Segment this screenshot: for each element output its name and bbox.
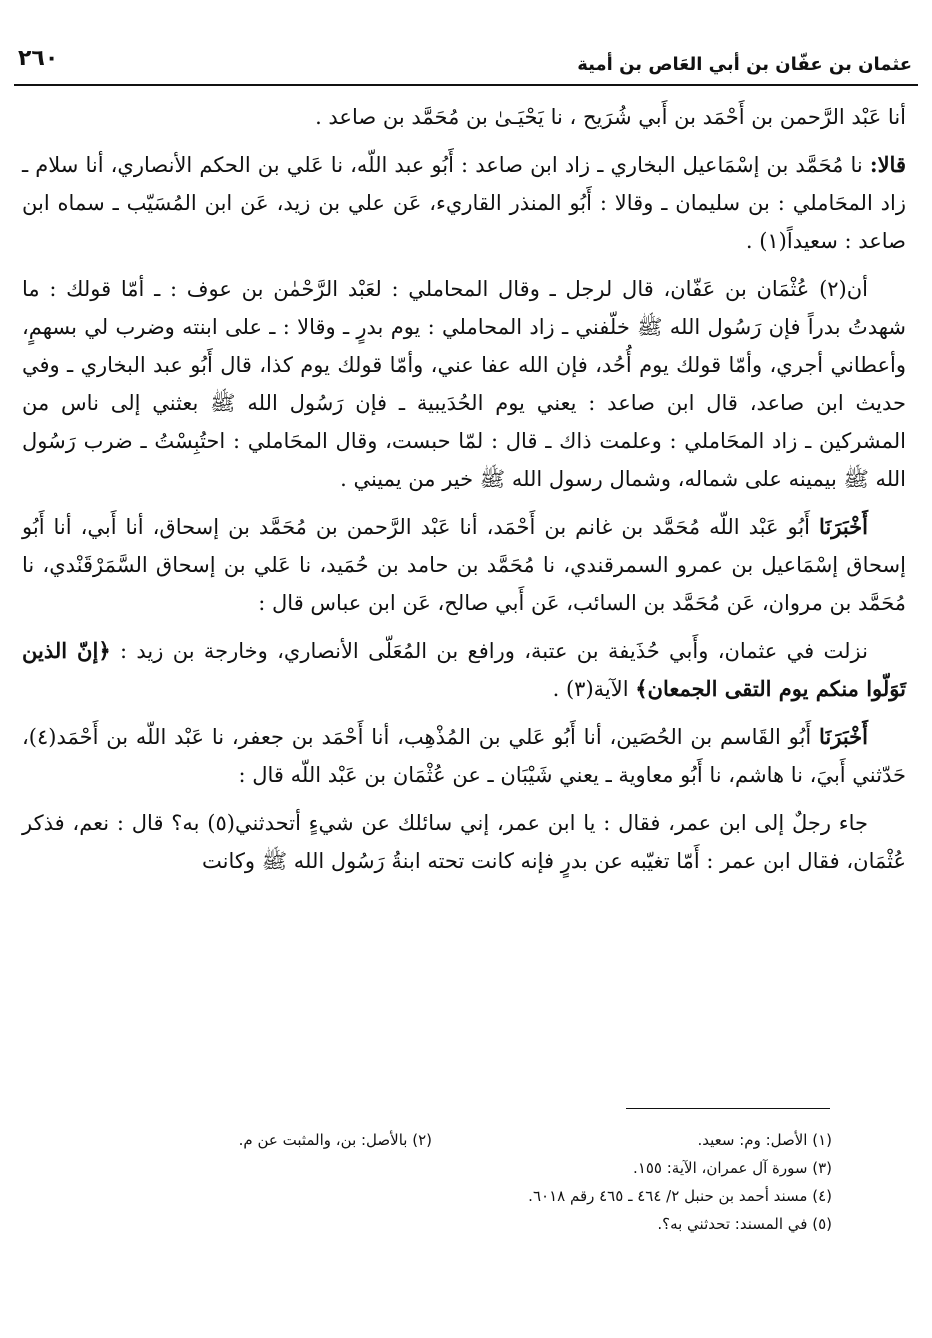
footnotes [60, 1126, 832, 1238]
paragraph-1 [22, 98, 906, 136]
footnote-5: (٥) في المسند: تحدثني به؟. [657, 1215, 832, 1233]
footnote-3: (٣) سورة آل عمران، الآية: ١٥٥. [633, 1159, 832, 1177]
running-title: عثمان بن عفّان بن أبي العَاص بن أمية [577, 54, 912, 75]
footnote-row [60, 1126, 832, 1154]
paragraph-3 [22, 270, 906, 498]
page-number: ٢٦٠ [18, 46, 59, 71]
paragraph-4 [22, 508, 906, 622]
paragraph-text: أن(٢) عُثْمَان بن عَفّان، قال لرجل ـ وقال المحاملي : لعَبْد الرَّحْمٰن بن عوف : ـ أمّا قولك : ما شهدتُ بدراً فإن رَسُول الله ﷺ خلّفني ـ زاد المحاملي : يوم بدرٍ ـ وقالا : ـ على ابنته وضرب لي بسهمٍ، وأعطاني أجري، وأمّا قولك يوم أُحُد، فإن الله عفا عني، وأمّا قولك يوم كذا، قال أَبُو عبد البخاري ـ وفي حديث ابن صاعد، قال ابن صاعد : يعني يوم الحُدَيبية ـ فإن رَسُول الله ﷺ بعثني إلى ناس من المشركين ـ زاد المحَاملي : وعلمت ذاك ـ قال : لمّا حبست، وقال المحَاملي : احتُبِسْتُ ـ ضرب رَسُول الله ﷺ بيمينه على شماله، وشمال رسول الله ﷺ خير من يميني . [22, 277, 906, 491]
quran-verse: ﴿إنّ الذين تَوَلّوا منكم يوم التقى الجمعان﴾ [22, 638, 906, 701]
paragraph-5 [22, 632, 906, 708]
footnote-row [60, 1154, 832, 1182]
footnote-divider [626, 1108, 830, 1109]
paragraph-7 [22, 804, 906, 880]
paragraph-text: جاء رجلٌ إلى ابن عمر، فقال : يا ابن عمر، إني سائلك عن شيءٍ أتحدثني(٥) به؟ قال : نعم، فذكر عُثْمَان، فقال ابن عمر : أَمّا تغيّبه عن بدرٍ فإنه كانت تحته ابنةُ رَسُول الله ﷺ وكانت [22, 811, 906, 873]
paragraph-lead: أَخْبَرَنَا [819, 724, 868, 749]
paragraph-text: أنا عَبْد الرَّحمن بن أَحْمَد بن أَبي شُرَيح ، نا يَحْيَـىٰ بن مُحَمَّد بن صاعد . [315, 105, 906, 129]
paragraph-tail: الآية(٣) . [552, 677, 636, 701]
paragraph-text: نا مُحَمَّد بن إسْمَاعيل البخاري ـ زاد ابن صاعد : أَبُو عبد اللّه، نا عَلي بن الحكم الأنصاري، أنا سلام ـ زاد المحَاملي : بن سليمان ـ وقالا : أَبُو المنذر القاريء، عَن علي بن زيد، عَن ابن المُسَيّب ـ سماه ابن صاعد : سعيداً(١) . [22, 153, 906, 253]
paragraph-lead: أَخْبَرَنَا [819, 514, 868, 539]
main-text [22, 98, 906, 890]
footnote-row [60, 1210, 832, 1238]
paragraph-text: أَبُو القَاسم بن الحُصَين، أنا أَبُو عَلي بن المُذْهِب، أنا أَحْمَد بن جعفر، نا عَبْد اللّه بن أَحْمَد(٤)، حَدّثني أَبيَ، نا هاشم، نا أَبُو معاوية ـ يعني شَيْبَان ـ عن عُثْمَان بن عَبْد اللّه قال : [22, 725, 906, 787]
paragraph-text: أَبُو عَبْد اللّه مُحَمَّد بن غانم بن أَحْمَد، أنا عَبْد الرَّحمن بن مُحَمَّد بن إسحاق، أنا أَبي، أنا أَبُو إسحاق إسْمَاعيل بن عمرو السمرقندي، نا مُحَمَّد بن حامد بن حُمَيد، نا عَلي بن إسحاق السَّمَرْقَنْدي، نا مُحَمَّد بن مروان، عَن مُحَمَّد بن السائب، عَن أَبي صالح، عَن ابن عباس قال : [22, 515, 906, 615]
paragraph-text: نزلت في عثمان، وأَبي حُذَيفة بن عتبة، ورافع بن المُعَلّى الأنصاري، وخارجة بن زيد : [110, 639, 868, 663]
footnote-4: (٤) مسند أحمد بن حنبل ٢/ ٤٦٤ ـ ٤٦٥ رقم ٦٠١٨. [528, 1187, 832, 1205]
paragraph-6 [22, 718, 906, 794]
running-header [14, 40, 918, 86]
footnote-1: (١) الأصل: وم: سعيد. [697, 1131, 832, 1149]
paragraph-2 [22, 146, 906, 260]
footnote-row [60, 1182, 832, 1210]
paragraph-lead: قالا: [869, 152, 906, 177]
footnote-2: (٢) بالأصل: بن، والمثبت عن م. [238, 1131, 432, 1149]
